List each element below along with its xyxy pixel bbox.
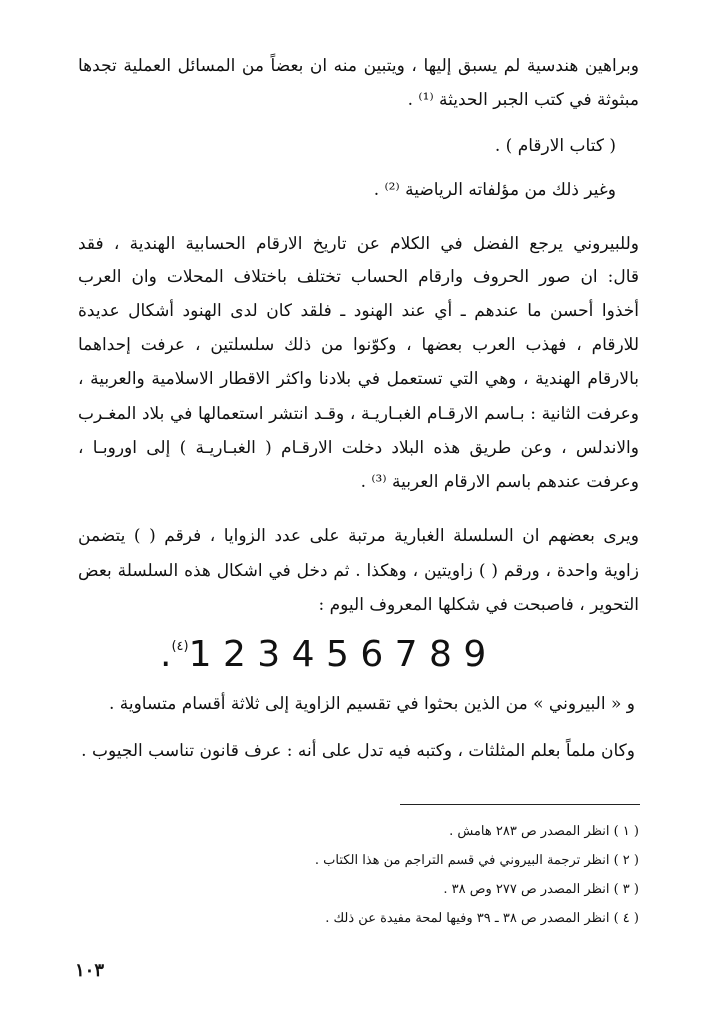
paragraph-other-works: وغير ذلك من مؤلفاته الرياضية ⁽²⁾ . [373, 180, 616, 200]
ghubar-numerals-row [160, 634, 540, 684]
paragraph-4-line-7: والاندلس ، وعن طريق هذه البلاد دخلت الارقـام ( الغبـاريـة ) إلى اوروبـا ، [78, 438, 639, 458]
digits-period: . [160, 634, 172, 675]
paragraph-4-line-5: بالارقام الهندية ، وهي التي تستعمل في بلادنا واكثر الاقطار الاسلامية والعربية ، [78, 369, 639, 389]
paragraph-biruni-trisection: و « البيروني » من الذين بحثوا في تقسيم الزاوية إلى ثلاثة أقسام متساوية . [108, 694, 635, 714]
paragraph-5-line-3: التحوير ، فاصبحت في شكلها المعروف اليوم : [318, 595, 639, 615]
paragraph-biruni-trigonometry: وكان ملماً بعلم المثلثات ، وكتبه فيه تدل على أنه : عرف قانون تناسب الجيوب . [81, 741, 635, 761]
footnote-1: ( ١ ) انظر المصدر ص ٢٨٣ هامش . [449, 824, 639, 839]
paragraph-4-line-1: وللبيروني يرجع الفضل في الكلام عن تاريخ الارقام الحسابية الهندية ، فقد [78, 234, 639, 254]
paragraph-1-line-1: وبراهين هندسية لم يسبق إليها ، ويتبين منه ان بعضاً من المسائل العملية تجدها [78, 56, 639, 76]
paragraph-1-line-2: مبثوثة في كتب الجبر الحديثة ⁽¹⁾ . [407, 90, 639, 110]
book-title-kitab-al-arqam: ( كتاب الارقام ) . [494, 136, 616, 156]
paragraph-4-line-2: قال: ان صور الحروف وارقام الحساب تختلف باختلاف المحلات وان العرب [78, 267, 639, 287]
footnote-separator [400, 804, 640, 805]
footnote-4: ( ٤ ) انظر المصدر ص ٣٨ ـ ٣٩ وفيها لمحة مفيدة عن ذلك . [325, 911, 639, 926]
ghubar-digits: 1 2 3 4 5 6 7 8 9 [188, 634, 487, 675]
footnote-3: ( ٣ ) انظر المصدر ص ٢٧٧ وص ٣٨ . [443, 882, 639, 897]
paragraph-4-line-3: أخذوا أحسن ما عندهم ـ أي عند الهنود ـ فلقد كان لدى الهنود أشكال عديدة [78, 301, 639, 321]
footnote-2: ( ٢ ) انظر ترجمة البيروني في قسم التراجم من هذا الكتاب . [314, 853, 639, 868]
paragraph-4-line-6: وعرفت الثانية : بـاسم الارقـام الغبـاريـة ، وقـد انتشر استعمالها في بلاد المغـرب [78, 404, 639, 424]
paragraph-5-line-2: زاوية واحدة ، ورقم ( ) زاويتين ، وهكذا . ثم دخل في اشكال هذه السلسلة بعض [78, 561, 639, 581]
page-number: ١٠٣ [75, 960, 105, 981]
paragraph-4-line-4: للارقام ، فهذب العرب بعضها ، وكوّنوا من ذلك سلسلتين ، عرفت إحداهما [78, 335, 639, 355]
paragraph-5-line-1: ويرى بعضهم ان السلسلة الغبارية مرتبة على عدد الزوايا ، فرقم ( ) يتضمن [78, 526, 639, 546]
digits-footnote-ref: (٤) [171, 639, 189, 654]
paragraph-4-line-8: وعرفت عندهم باسم الارقام العربية ⁽³⁾ . [360, 472, 639, 492]
